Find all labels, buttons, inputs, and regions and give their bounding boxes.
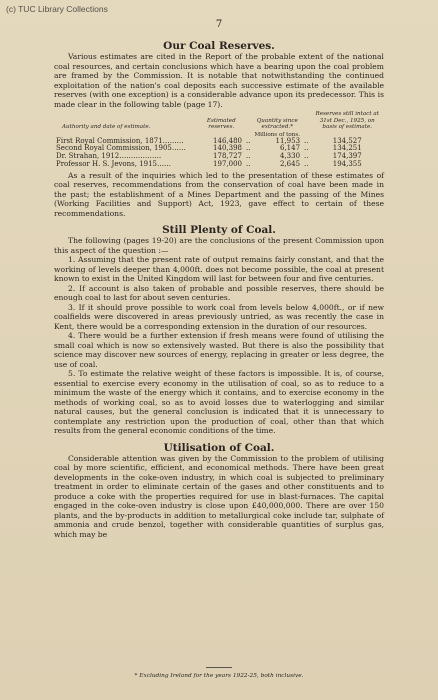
table-cell: 174,397	[332, 152, 362, 161]
table-cell: 140,398	[213, 144, 242, 153]
table-header: Reserves still intact at 31st Dec., 1925, on basis of estimate.	[315, 111, 379, 130]
table-cell: ..	[304, 144, 309, 153]
table-cell: ..	[245, 144, 251, 153]
list-item: 1. Assuming that the present rate of output remains fairly constant, and that the working of levels deeper than 4,000ft. does not become possible, the coal at present known to exist in the United Kingdom will last for between four and five centuries.	[54, 255, 384, 284]
list-item: 3. If it should prove possible to work coal from levels below 4,000ft., or if new coalfields were discovered in areas previously untried, as was recently the case in Kent, there would be a corresponding extension in the duration of our resources.	[54, 302, 384, 331]
table-cell: 2,645	[279, 159, 301, 168]
list-item: 2. If account is also taken of probable and possible reserves, there should be enough coal to last for about seven centuries.	[54, 283, 384, 303]
table-header: Estimated reserves.	[206, 117, 236, 130]
units-label: Millions of tons.	[254, 131, 301, 138]
table-cell: 4,330	[279, 152, 301, 161]
footnote: * Excluding Ireland for the years 1922-25, both inclusive.	[134, 673, 304, 679]
table-cell: 178,727	[213, 152, 242, 161]
table-cell: ..	[245, 152, 251, 161]
paragraph: Considerable attention was given by the Commission to the problem of utilising coal by more scientific, efficient, and economical methods. There have been great developments in the coke-oven industry, in which coal is subjected to preliminary treatment in order to eliminate certain of the gases and other constituents and to produce a coke with the properties required for use in blast-furnaces. The capital engaged in the coke-oven industry is close upon £40,000,000. There are over 150 plants, and the by-products in addition to metallurgical coke include tar, sulphate of ammonia and crude benzol, together with considerable quantities of surplus gas, which may be	[54, 453, 384, 539]
table-cell: ..	[304, 152, 309, 161]
table-header-row	[54, 111, 384, 132]
section-title-utilisation-of-coal: Utilisation of Coal.	[163, 441, 275, 454]
watermark: (c) TUC Library Collections	[6, 4, 108, 14]
table-cell: Dr. Strahan, 1912………………	[56, 152, 162, 161]
table-cell: ..	[245, 136, 251, 145]
table-cell: ..	[304, 136, 309, 145]
section-title-coal-reserves: Our Coal Reserves.	[163, 40, 275, 52]
table-cell: 11,953	[275, 136, 301, 145]
section-title-plenty-of-coal: Still Plenty of Coal.	[162, 224, 276, 237]
table-header: Authority and date of estimate.	[62, 124, 151, 130]
table-cell: Professor H. S. Jevons, 1915……	[56, 159, 172, 168]
table-cell: Second Royal Commission, 1905……	[56, 144, 186, 153]
table-cell: 6,147	[279, 144, 301, 153]
list-item: 5. To estimate the relative weight of these factors is impossible. It is, of course, essential to exercise every economy in the utilisation of coal, so as to reduce to a minimum the waste of the energy which it contains, and to exercise economy in the methods of working coal, so as to avoid losses due to waterlogging and similar natural causes, but the general conclusion is indicated that it is unnecessary to contemplate any restriction upon the production of coal, other than that which results from the general economic conditions of the time.	[54, 369, 384, 436]
table-row	[54, 161, 384, 169]
page-content	[54, 40, 384, 539]
list-item: 4. There would be a further extension if fresh means were found of utilising the small coal which is now so extensively wasted. But there is also the possibility that science may discover new sources of energy, replacing in greater or less degree, the use of coal.	[54, 331, 384, 369]
table-cell: 134,527	[332, 136, 362, 145]
footnote-rule	[206, 667, 232, 668]
table-cell: ..	[304, 159, 309, 168]
paragraph: Various estimates are cited in the Report of the probable extent of the national coal resources, and certain conclusions which have a bearing upon the coal problem are framed by the Commission. It is notable that notwithstanding the continued exploitation of the nation's coal deposits each successive estimate of the available reserves (with one exception) is a considerable advance upon its predecessor. This is made clear in the following table (page 17).	[54, 52, 384, 109]
paragraph: As a result of the inquiries which led to the presentation of these estimates of coal reserves, recommendations from the conservation of coal have been made in the past; the establishment of a Mines Department and the passing of the Mines (Working Facilities and Support) Act, 1923, gave effect to certain of these recommendations.	[54, 170, 384, 218]
table-cell: 194,355	[332, 159, 362, 168]
table-cell: 134,251	[332, 144, 362, 153]
table-cell: 146,480	[213, 136, 242, 145]
table-cell: 197,000	[213, 159, 242, 168]
page-number: 7	[215, 19, 223, 30]
table-cell: ..	[245, 159, 251, 168]
paragraph: The following (pages 19-20) are the conclusions of the present Commission upon this aspect of the question :—	[54, 236, 384, 255]
table-header: Quantity since extracted.*	[256, 117, 298, 130]
reserves-table	[54, 111, 384, 169]
table-cell: First Royal Commission, 1871………	[56, 136, 184, 145]
